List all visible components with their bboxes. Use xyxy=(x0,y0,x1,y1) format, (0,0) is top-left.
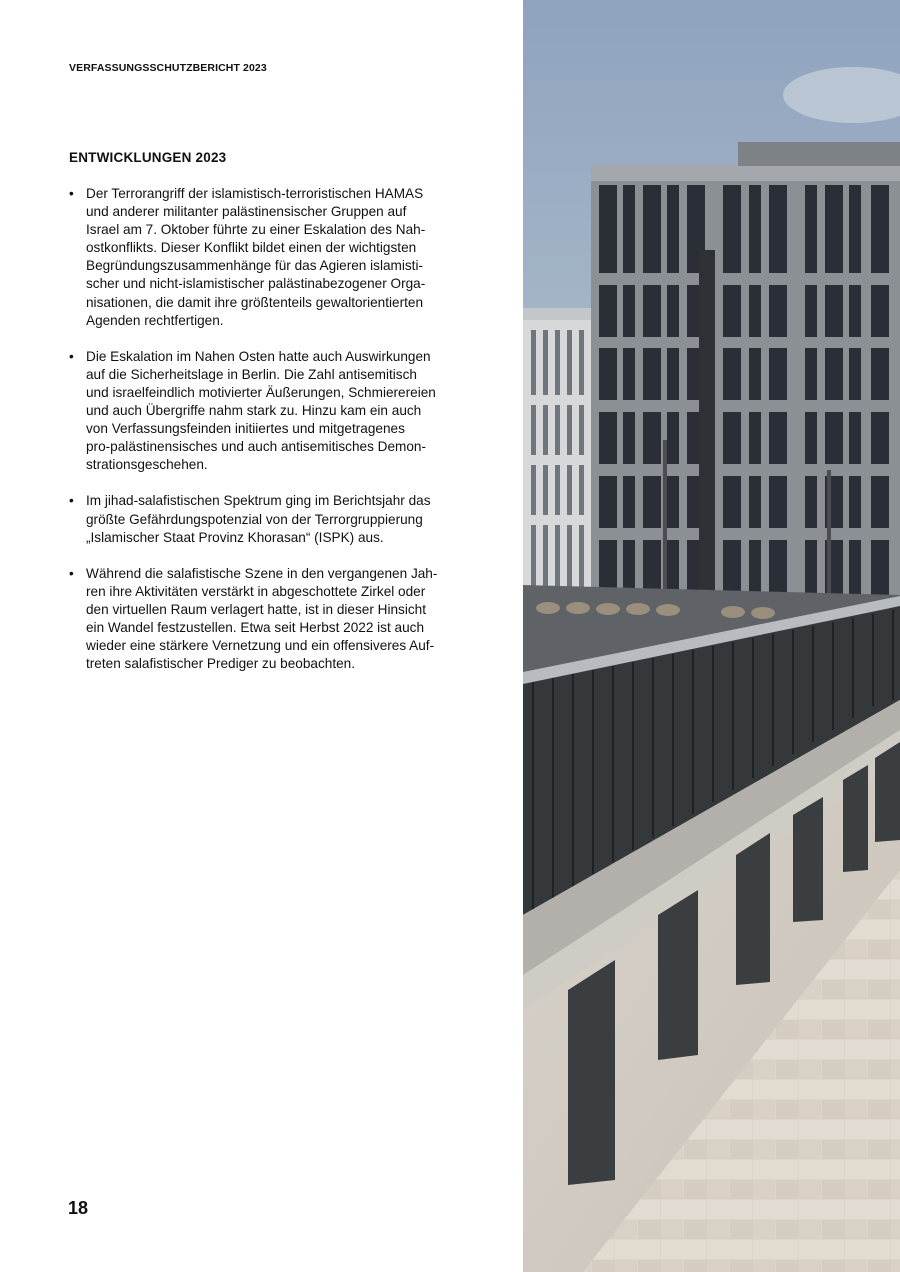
text-line: nisationen, die damit ihre größtenteils gewaltorientierten xyxy=(86,294,424,310)
text-line: ostkonflikts. Dieser Konflikt bildet einen der wichtigsten xyxy=(86,240,417,256)
bullet-icon: • xyxy=(69,565,74,581)
list-item xyxy=(69,348,441,475)
office-building xyxy=(591,142,900,605)
text-line: wieder eine stärkere Vernetzung und ein offensiveres Auf- xyxy=(86,638,435,654)
text-line: auf die Sicherheitslage in Berlin. Die Zahl antisemitisch xyxy=(86,366,417,382)
text-line: strationsgeschehen. xyxy=(86,457,208,473)
text-line: und israelfeindlich motivierter Äußerungen, Schmierereien xyxy=(86,384,436,400)
list-item xyxy=(69,185,441,330)
text-line: größte Gefährdungspotenzial von der Terrorgruppierung xyxy=(86,511,423,527)
bullet-list xyxy=(69,185,441,691)
text-line: von Verfassungsfeinden initiiertes und mitgetragenes xyxy=(86,421,405,437)
text-line: Im jihad-salafistischen Spektrum ging im Berichtsjahr das xyxy=(86,493,431,509)
architecture-photo xyxy=(523,0,900,1272)
running-header: VERFASSUNGSSCHUTZBERICHT 2023 xyxy=(69,62,267,74)
bullet-icon: • xyxy=(69,493,74,509)
text-line: Begründungszusammenhänge für das Agieren islamisti- xyxy=(86,258,424,274)
list-item xyxy=(69,492,441,546)
text-line: pro-palästinensisches und auch antisemitisches Demon- xyxy=(86,439,427,455)
text-line: ein Wandel festzustellen. Etwa seit Herbst 2022 ist auch xyxy=(86,619,425,635)
text-line: treten salafistischer Prediger zu beobachten. xyxy=(86,656,356,672)
text-line: „Islamischer Staat Provinz Khorasan“ (ISPK) aus. xyxy=(86,529,384,545)
bullet-icon: • xyxy=(69,186,74,201)
text-line: und anderer militanter palästinensischer Gruppen auf xyxy=(86,204,407,220)
text-line: den virtuellen Raum verlagert hatte, ist in dieser Hinsicht xyxy=(86,601,427,617)
text-line: Der Terrorangriff der islamistisch-terroristischen HAMAS xyxy=(86,186,424,201)
bullet-icon: • xyxy=(69,348,74,364)
text-line: Die Eskalation im Nahen Osten hatte auch Auswirkungen xyxy=(86,348,431,364)
left-building xyxy=(523,308,591,598)
section-title: ENTWICKLUNGEN 2023 xyxy=(69,150,227,165)
text-line: Israel am 7. Oktober führte zu einer Eskalation des Nah- xyxy=(86,222,426,238)
text-line: scher und nicht-islamistischer palästinabezogener Orga- xyxy=(86,276,426,292)
page-number: 18 xyxy=(68,1198,89,1218)
text-line: Während die salafistische Szene in den vergangenen Jah- xyxy=(86,565,438,581)
text-line: Agenden rechtfertigen. xyxy=(86,312,224,328)
text-line: ren ihre Aktivitäten verstärkt in abgeschottete Zirkel oder xyxy=(86,583,426,599)
list-item xyxy=(69,565,441,674)
text-line: und auch Übergriffe nahm stark zu. Hinzu kam ein auch xyxy=(86,403,422,419)
lamp-post xyxy=(827,470,831,610)
